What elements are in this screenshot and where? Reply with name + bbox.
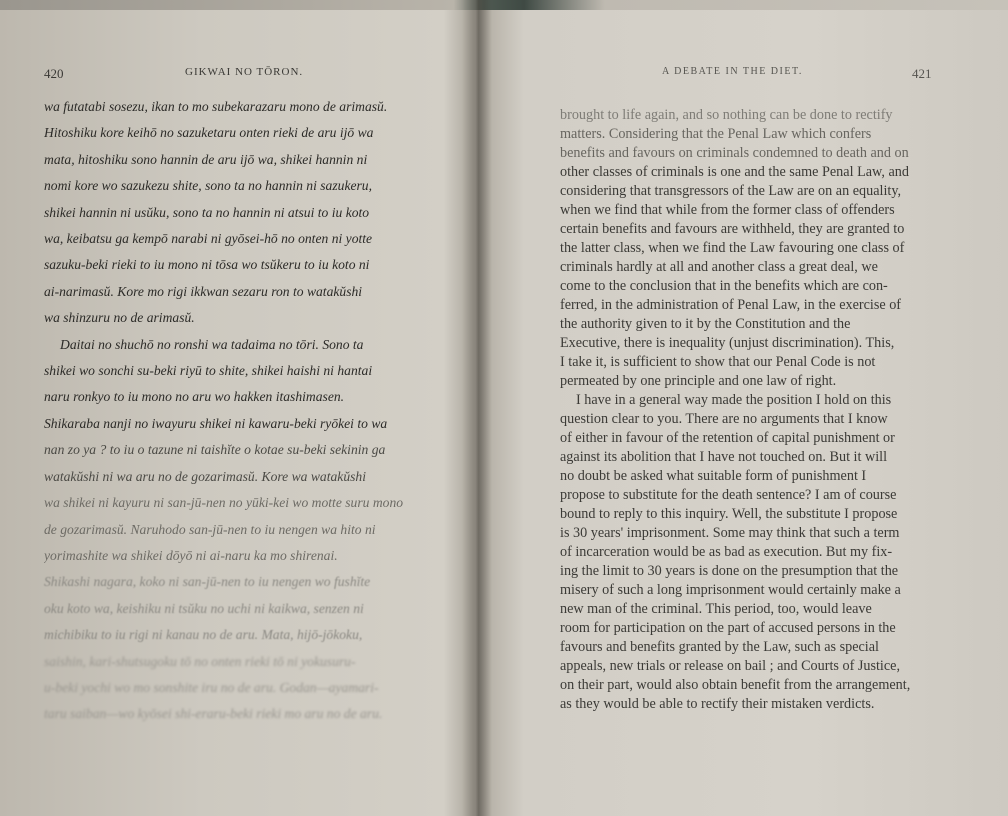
left-page	[0, 0, 474, 816]
text-line: propose to substitute for the death sentence? I am of course	[560, 487, 897, 503]
text-line: Shikaraba nanji no iwayuru shikei ni kawaru-beki ryōkei to wa	[44, 415, 388, 431]
text-line: Executive, there is inequality (unjust discrimination). This,	[560, 335, 895, 351]
text-line: permeated by one principle and one law of right.	[560, 373, 837, 389]
text-line: wa, keibatsu ga kempō narabi ni gyōsei-hō no onten ni yotte	[44, 231, 373, 247]
text-line: u-beki yochi wo mo sonshite iru no de aru. Godan—ayamari-	[44, 679, 379, 695]
text-line: misery of such a long imprisonment would certainly make a	[560, 582, 901, 598]
text-line: on their part, would also obtain benefit from the arrangement,	[560, 677, 911, 693]
text-line: brought to life again, and so nothing can be done to rectify	[560, 107, 893, 123]
text-line: against its abolition that I have not touched on. But it will	[560, 449, 888, 465]
text-line: de gozarimasŭ. Naruhodo san-jū-nen to iu nengen wa hito ni	[44, 521, 376, 537]
text-line: ferred, in the administration of Penal Law, in the exercise of	[560, 297, 902, 313]
text-line: I have in a general way made the position I hold on this	[576, 392, 892, 408]
text-line: no doubt be asked what suitable form of punishment I	[560, 468, 867, 484]
left-page-text	[44, 94, 428, 728]
text-line: nan zo ya ? to iu o tazune ni taishĭte o kotae su-beki sekinin ga	[44, 442, 386, 458]
right-page-text	[560, 106, 946, 714]
text-line: wa shikei ni kayuru ni san-jū-nen no yūki-kei wo motte suru mono	[44, 495, 404, 511]
text-line: the authority given to it by the Constitution and the	[560, 316, 851, 332]
text-line: sazuku-beki rieki to iu mono ni tōsa wo tsŭkeru to iu koto ni	[44, 257, 370, 273]
text-line: I take it, is sufficient to show that our Penal Code is not	[560, 354, 876, 370]
text-line: room for participation on the part of accused persons in the	[560, 620, 896, 636]
text-line: certain benefits and favours are withheld, they are granted to	[560, 221, 905, 237]
text-line: bound to reply to this inquiry. Well, the substitute I propose	[560, 506, 898, 522]
text-line: michibiku to iu rigi ni kanau no de aru. Mata, hijō-jōkoku,	[44, 627, 363, 643]
right-page	[486, 0, 1008, 816]
text-line: is 30 years' imprisonment. Some may think that such a term	[560, 525, 900, 541]
text-line: taru saiban—wo kyōsei shi-eraru-beki rieki mo aru no de aru.	[44, 706, 383, 722]
text-line: new man of the criminal. This period, too, would leave	[560, 601, 872, 617]
text-line: considering that transgressors of the Law are on an equality,	[560, 183, 902, 199]
text-line: come to the conclusion that in the benefits which are con-	[560, 278, 888, 294]
text-line: ai-narimasŭ. Kore mo rigi ikkwan sezaru ron to watakŭshi	[44, 283, 363, 299]
text-line: mata, hitoshiku sono hannin de aru ijō wa, shikei hannin ni	[44, 151, 368, 167]
text-line: matters. Considering that the Penal Law which confers	[560, 126, 872, 142]
text-line: yorimashite wa shikei dōyō ni ai-naru ka mo shirenai.	[44, 547, 338, 563]
text-line: Daitai no shuchō no ronshi wa tadaima no tōri. Sono ta	[60, 336, 364, 352]
text-line: the latter class, when we find the Law favouring one class of	[560, 240, 905, 256]
text-line: criminals hardly at all and another class a great deal, we	[560, 259, 878, 275]
text-line: shikei wo sonchi su-beki riyū to shite, shikei haishi ni hantai	[44, 363, 373, 379]
text-line: Shikashi nagara, koko ni san-jū-nen to iu nengen wo fushĭte	[44, 574, 371, 590]
text-line: benefits and favours on criminals condemned to death and on	[560, 145, 909, 161]
text-line: ing the limit to 30 years is done on the presumption that the	[560, 563, 899, 579]
text-line: favours and benefits granted by the Law, such as special	[560, 639, 879, 655]
text-line: wa futatabi sosezu, ikan to mo subekarazaru mono de arimasŭ.	[44, 99, 388, 114]
text-line: nomi kore wo sazukezu shite, sono ta no hannin ni sazukeru,	[44, 178, 372, 194]
left-page-number: 420	[44, 66, 64, 81]
text-line: oku koto wa, keishiku ni tsŭku no uchi ni kaikwa, senzen ni	[44, 600, 364, 616]
text-line: shikei hannin ni usŭku, sono ta no hannin ni atsui to iu koto	[44, 204, 370, 220]
text-line: saishin, kari-shutsugoku tō no onten rieki tō ni yokusuru-	[44, 653, 356, 669]
text-line: appeals, new trials or release on bail ; and Courts of Justice,	[560, 658, 901, 674]
left-running-head: GIKWAI NO TŌRON.	[185, 66, 304, 78]
text-line: naru ronkyo to iu mono no aru wo hakken itashimasen.	[44, 389, 345, 405]
text-line: Hitoshiku kore keihō no sazuketaru onten rieki de aru ijō wa	[44, 125, 374, 141]
text-line: question clear to you. There are no arguments that I know	[560, 411, 888, 427]
text-line: when we find that while from the former class of offenders	[560, 202, 895, 218]
text-line: watakŭshi ni wa aru no de gozarimasŭ. Kore wa watakŭshi	[44, 468, 366, 484]
text-line: as they would be able to rectify their mistaken verdicts.	[560, 696, 875, 712]
text-line: of incarceration would be as bad as execution. But my fix-	[560, 544, 893, 560]
text-line: of either in favour of the retention of capital punishment or	[560, 430, 895, 446]
right-running-head: A DEBATE IN THE DIET.	[662, 66, 803, 77]
text-line: wa shinzuru no de arimasŭ.	[44, 310, 195, 326]
text-line: other classes of criminals is one and the same Penal Law, and	[560, 164, 909, 180]
right-page-number: 421	[912, 66, 932, 81]
